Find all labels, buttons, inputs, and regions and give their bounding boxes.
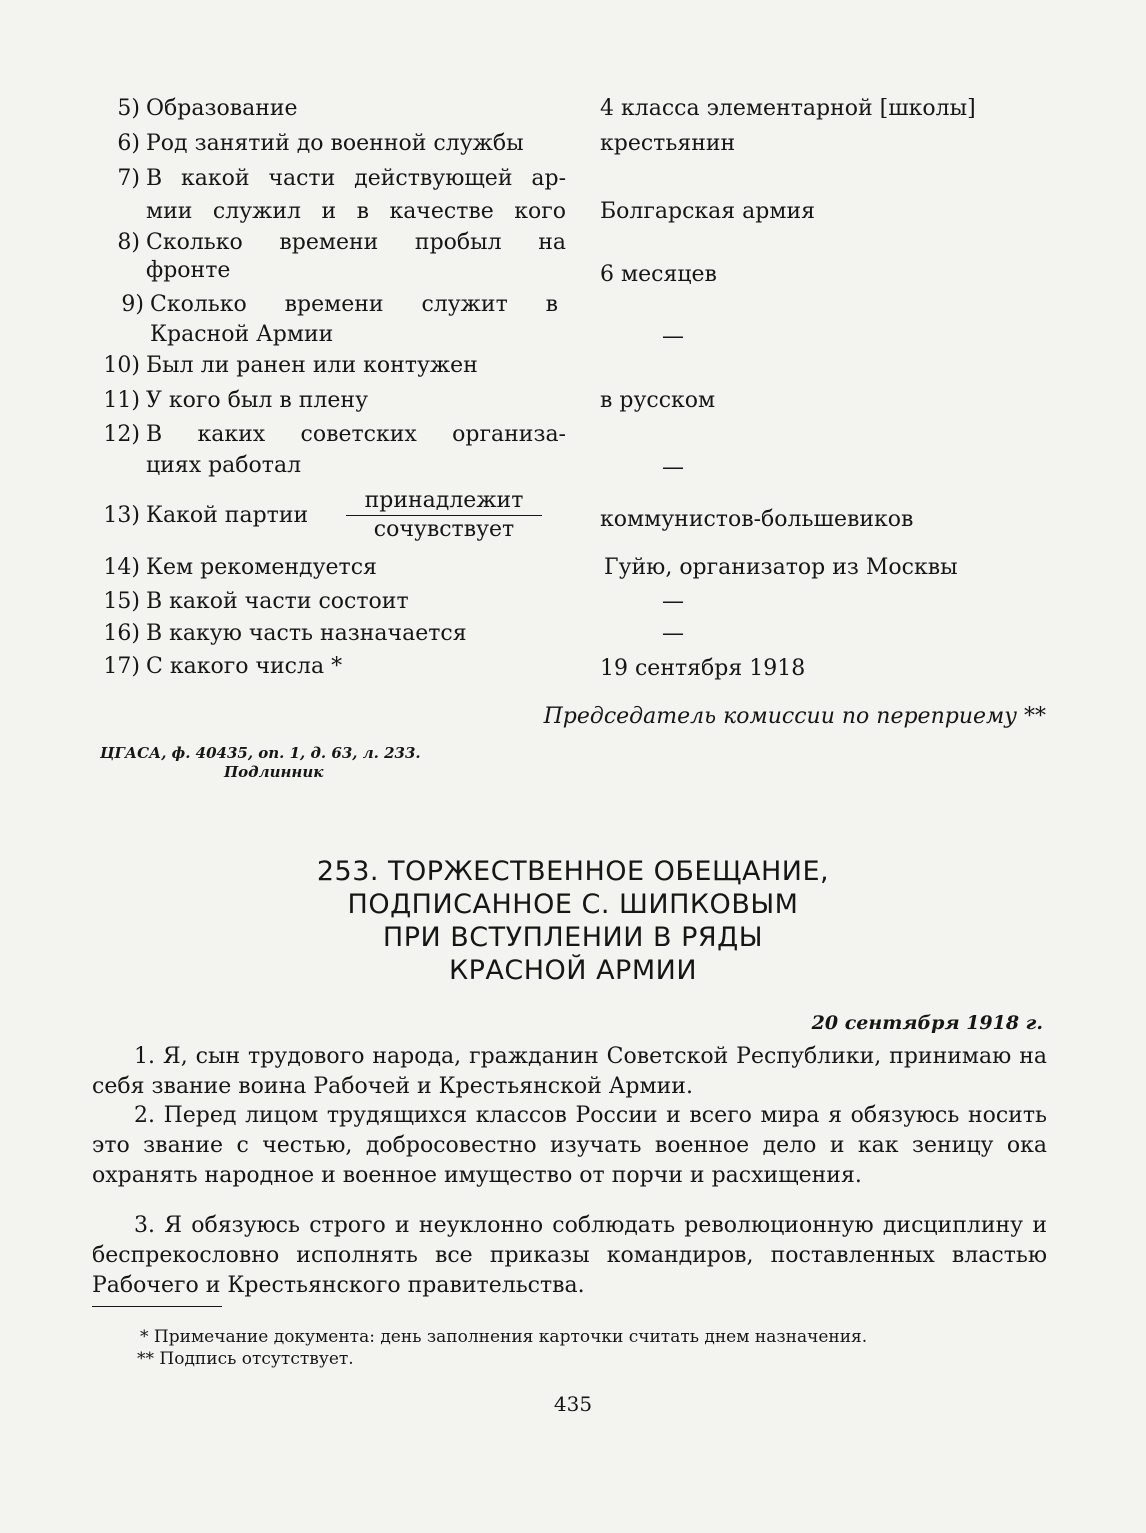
title-line: ПРИ ВСТУПЛЕНИИ В РЯДЫ xyxy=(382,922,764,953)
page-number: 435 xyxy=(553,1392,593,1416)
question-line-2: мии служил и в качестве кого xyxy=(146,199,566,224)
question-line-1: В какой части действующей ар- xyxy=(146,166,566,191)
paragraph-1: 1. Я, сын трудового народа, гражданин Советской Республики, принимаю на себя звание воина Рабочей и Крестьянской Армии. xyxy=(92,1044,1047,1099)
answer: — xyxy=(662,589,684,614)
question: Какой партии xyxy=(146,503,309,528)
paragraph-2: 2. Перед лицом трудящихся классов России и всего мира я обязуюсь носить это звание с честью, добросовестно изучать военное дело и как зеницу ока охранять народное и военное имущество от порчи и расхищения. xyxy=(92,1103,1047,1188)
answer: Болгарская армия xyxy=(600,199,816,224)
original-note: Подлинник xyxy=(224,763,324,781)
document-date: 20 сентября 1918 г. xyxy=(811,1012,1043,1034)
footnote-2: ** Подпись отсутствует. xyxy=(137,1349,354,1369)
archive-reference xyxy=(100,744,421,782)
question-line-1: Сколько времени служит в xyxy=(150,292,558,317)
answer: 4 класса элементарной [школы] xyxy=(600,96,976,121)
question: Был ли ранен или контужен xyxy=(146,353,478,378)
question-line-1: Сколько времени пробыл на xyxy=(146,230,566,255)
question: Образование xyxy=(146,96,298,121)
question: В какой части состоит xyxy=(146,589,409,614)
question-line-2: Красной Армии xyxy=(150,322,334,347)
question: Род занятий до военной службы xyxy=(146,131,524,156)
question: В какую часть назначается xyxy=(146,621,467,646)
sympathizes-label: сочувствует xyxy=(373,517,515,542)
party-fraction xyxy=(346,487,542,544)
question: Кем рекомендуется xyxy=(146,555,377,580)
form-row-13: 13) Какой партии принадлежит сочувствует коммунистов-большевиков xyxy=(103,488,914,542)
question-line-1: В каких советских организа- xyxy=(146,422,566,447)
document-page: 5) Образование 4 класса элементарной [школы] 6) Род занятий до военной службы крестьянин 7) В какой части действующей ар- мии служил и в качестве кого Болгарская армия 8) Сколько времени пробыл на фронте 6 месяцев 9) Сколько времени служит в Красной Армии — 10) Был ли ранен или контужен 11) У кого был в плену в русском 12) В каких советских организа- циях работал — 13) Какой партии принадлежит сочувствует коммунистов-большевиков 14) Кем рекомендуется Гуйю, организатор из Москвы 15) В какой части состоит — 16) В какую часть назначается — 17) С какого числа * 19 сентября 1918 Председатель комиссии по переприему ** ЦГАСА, ф. 40435, оп. 1, д. 63, л. 233. Подлинник 253. ТОРЖЕСТВЕННОЕ ОБЕЩАНИЕ, ПОДПИСАННОЕ С. ШИПКОВЫМ ПРИ ВСТУПЛЕНИИ В РЯДЫ КРАСНОЙ АРМИИ 20 сентября 1918 г. 1. Я, сын трудового народа, гражданин Советской Республики, принимаю на себя звание воина Рабочей и Крестьянской Армии. 2. Перед лицом трудящихся классов России и всего мира я обязуюсь носить это звание с честью, добросовестно изучать военное дело и как зеницу ока охранять народное и военное имущество от порчи и расхищения. 3. Я обязуюсь строго и неуклонно соблюдать революционную дисциплину и беспрекословно исполнять все приказы командиров, поставленных властью Рабочего и Крестьянского правительства. * Примечание документа: день заполнения карточки считать днем назначения. ** Подпись отсутствует. 435 xyxy=(0,0,1146,1533)
answer: 19 сентября 1918 xyxy=(600,656,806,681)
signature-line: Председатель комиссии по переприему ** xyxy=(543,704,1046,729)
answer: — xyxy=(662,455,684,480)
answer: коммунистов-большевиков xyxy=(600,507,914,532)
paragraph-3: 3. Я обязуюсь строго и неуклонно соблюдать революционную дисциплину и беспрекословно исполнять все приказы командиров, поставленных властью Рабочего и Крестьянского правительства. xyxy=(92,1213,1047,1298)
answer: в русском xyxy=(600,388,716,413)
footnote-divider xyxy=(92,1306,222,1307)
answer: 6 месяцев xyxy=(600,262,717,287)
answer: — xyxy=(662,324,684,349)
title-line: 253. ТОРЖЕСТВЕННОЕ ОБЕЩАНИЕ, xyxy=(316,856,830,887)
document-title xyxy=(0,855,1146,987)
question: У кого был в плену xyxy=(146,388,369,413)
title-line: ПОДПИСАННОЕ С. ШИПКОВЫМ xyxy=(347,889,799,920)
answer: крестьянин xyxy=(600,131,736,156)
title-line: КРАСНОЙ АРМИИ xyxy=(448,955,698,986)
footnote-1: * Примечание документа: день заполнения карточки считать днем назначения. xyxy=(140,1327,868,1347)
question: С какого числа * xyxy=(146,654,343,679)
question-line-2: циях работал xyxy=(146,453,302,478)
question-line-2: фронте xyxy=(146,258,231,283)
belongs-label: принадлежит xyxy=(346,487,542,516)
archive-citation: ЦГАСА, ф. 40435, оп. 1, д. 63, л. 233. xyxy=(100,744,421,762)
answer: Гуйю, организатор из Москвы xyxy=(604,555,958,580)
answer: — xyxy=(662,621,684,646)
